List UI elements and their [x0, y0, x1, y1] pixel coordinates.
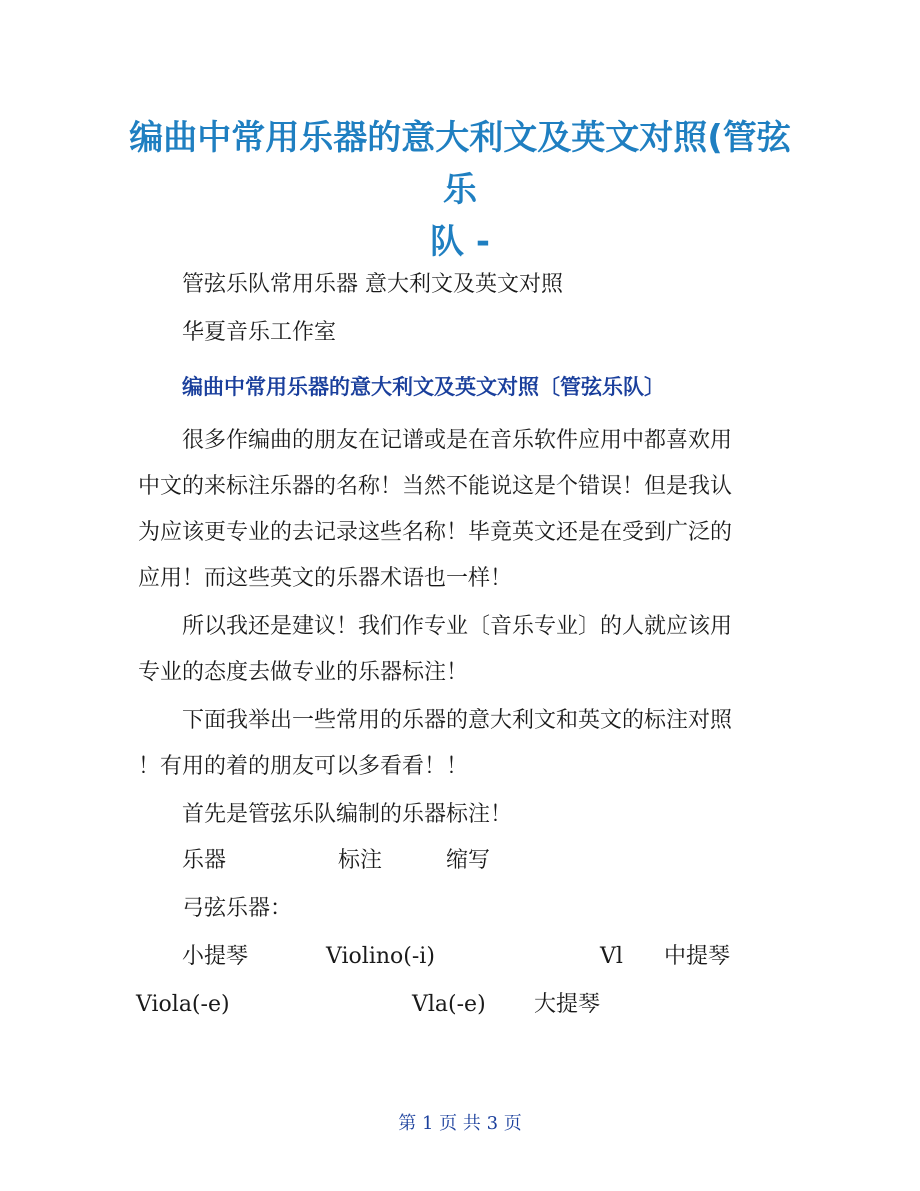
table-header-abbreviation: 缩写 — [446, 848, 491, 873]
table-header-row — [0, 846, 920, 876]
paragraph-3-line-2: ！有用的着的朋友可以多看看！！ — [138, 754, 469, 779]
paragraph-2-line-1: 所以我还是建议！我们作专业〔音乐专业〕的人就应该用 — [182, 614, 733, 639]
paragraph-4: 首先是管弦乐队编制的乐器标注！ — [182, 802, 513, 827]
table-row — [0, 990, 920, 1020]
paragraph-1-line-2: 中文的来标注乐器的名称！当然不能说这是个错误！但是我认 — [138, 474, 733, 499]
paragraph-3-line-1: 下面我举出一些常用的乐器的意大利文和英文的标注对照 — [182, 708, 733, 733]
paragraph-1-line-4: 应用！而这些英文的乐器术语也一样！ — [138, 566, 513, 591]
table-header-instrument: 乐器 — [182, 848, 227, 873]
document-title — [120, 112, 800, 268]
section-label-bowed-strings: 弓弦乐器： — [182, 896, 293, 921]
instrument-name-cello: 大提琴 — [534, 992, 601, 1017]
header-line: 管弦乐队常用乐器 意大利文及英文对照 — [182, 272, 563, 297]
paragraph-1-line-1: 很多作编曲的朋友在记谱或是在音乐软件应用中都喜欢用 — [182, 428, 733, 453]
abbreviation-viola: Vla(-e) — [412, 992, 486, 1017]
section-subtitle: 编曲中常用乐器的意大利文及英文对照〔管弦乐队〕 — [182, 375, 665, 399]
paragraph-1-line-3: 为应该更专业的去记录这些名称！毕竟英文还是在受到广泛的 — [138, 520, 733, 545]
title-line-1: 编曲中常用乐器的意大利文及英文对照(管弦乐 — [129, 118, 791, 210]
studio-name: 华夏音乐工作室 — [182, 320, 337, 345]
table-row — [0, 942, 920, 972]
page-footer: 第 1 页 共 3 页 — [398, 1113, 522, 1134]
instrument-name-viola: 中提琴 — [664, 944, 731, 969]
abbreviation-violin: Vl — [600, 944, 623, 969]
instrument-name-violin: 小提琴 — [182, 944, 249, 969]
paragraph-2-line-2: 专业的态度去做专业的乐器标注！ — [138, 660, 469, 685]
italian-name-violin: Violino(-i) — [326, 944, 435, 969]
italian-name-viola: Viola(-e) — [136, 992, 230, 1017]
table-header-notation: 标注 — [338, 848, 383, 873]
title-line-2: 队 - — [430, 222, 490, 262]
